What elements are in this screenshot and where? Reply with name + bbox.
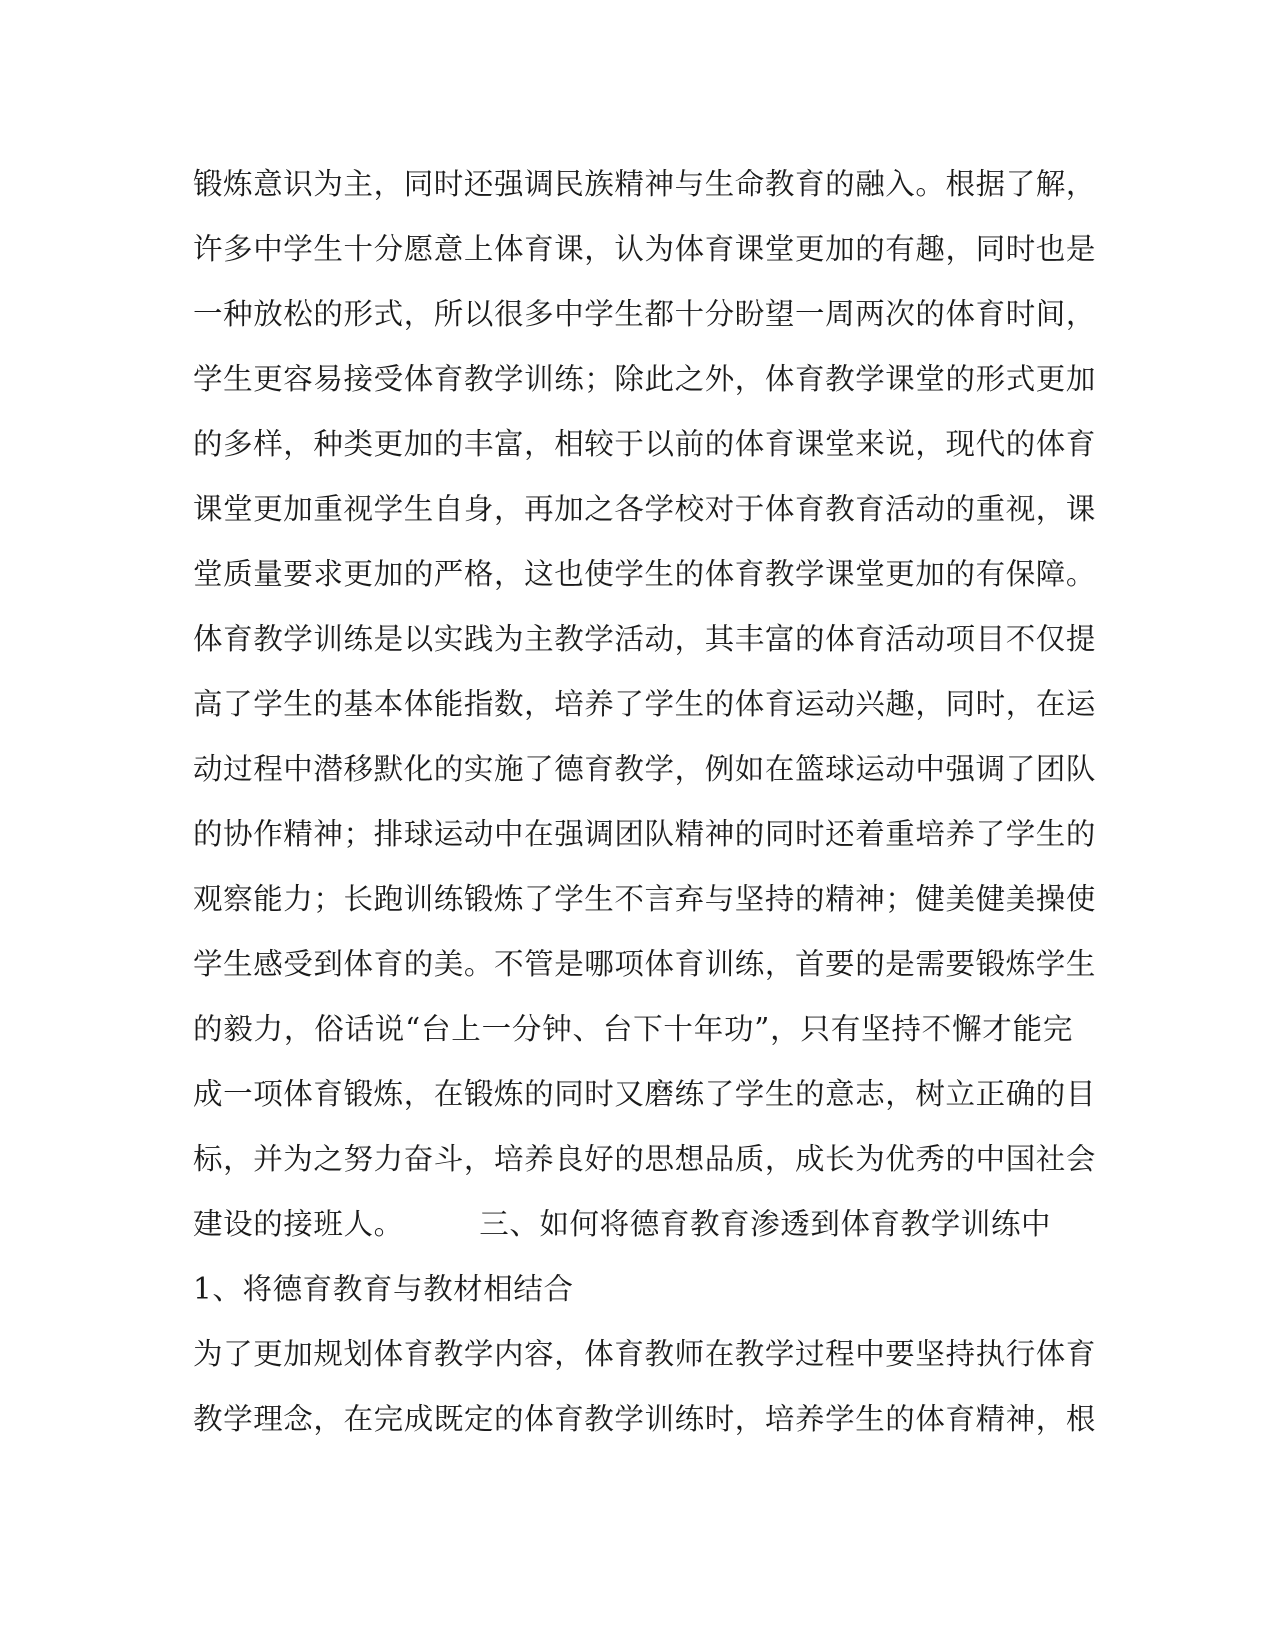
text-line: 学生更容易接受体育教学训练；除此之外，体育教学课堂的形式更加 (193, 362, 1097, 396)
text-line: 动过程中潜移默化的实施了德育教学，例如在篮球运动中强调了团队 (193, 752, 1097, 786)
text-line: 为了更加规划体育教学内容，体育教师在教学过程中要坚持执行体育 (193, 1337, 1097, 1371)
text-line: 高了学生的基本体能指数，培养了学生的体育运动兴趣，同时，在运 (193, 687, 1097, 721)
text-line: 观察能力；长跑训练锻炼了学生不言弃与坚持的精神；健美健美操使 (193, 882, 1097, 916)
body-text (193, 152, 1097, 1452)
text-line: 的多样，种类更加的丰富，相较于以前的体育课堂来说，现代的体育 (193, 427, 1097, 461)
text-line: 学生感受到体育的美。不管是哪项体育训练，首要的是需要锻炼学生 (193, 947, 1097, 981)
text-line: 一种放松的形式，所以很多中学生都十分盼望一周两次的体育时间， (193, 297, 1097, 331)
text-line: 标，并为之努力奋斗，培养良好的思想品质，成长为优秀的中国社会 (193, 1142, 1097, 1176)
text-line: 成一项体育锻炼，在锻炼的同时又磨练了学生的意志，树立正确的目 (193, 1077, 1097, 1111)
text-line: 锻炼意识为主，同时还强调民族精神与生命教育的融入。根据了解， (193, 167, 1097, 201)
text-line: 的毅力，俗话说“台上一分钟、台下十年功”，只有坚持不懈才能完 (193, 1012, 1073, 1046)
text-line: 的协作精神；排球运动中在强调团队精神的同时还着重培养了学生的 (193, 817, 1097, 851)
section-heading-line: 建设的接班人。 三、如何将德育教育渗透到体育教学训练中 (193, 1207, 1052, 1241)
text-line: 许多中学生十分愿意上体育课，认为体育课堂更加的有趣，同时也是 (193, 232, 1097, 266)
subsection-heading: 1、将德育教育与教材相结合 (193, 1272, 574, 1306)
text-line: 教学理念，在完成既定的体育教学训练时，培养学生的体育精神，根 (193, 1402, 1097, 1436)
text-line: 体育教学训练是以实践为主教学活动，其丰富的体育活动项目不仅提 (193, 622, 1097, 656)
text-line: 堂质量要求更加的严格，这也使学生的体育教学课堂更加的有保障。 (193, 557, 1097, 591)
text-line: 课堂更加重视学生自身，再加之各学校对于体育教育活动的重视，课 (193, 492, 1097, 526)
